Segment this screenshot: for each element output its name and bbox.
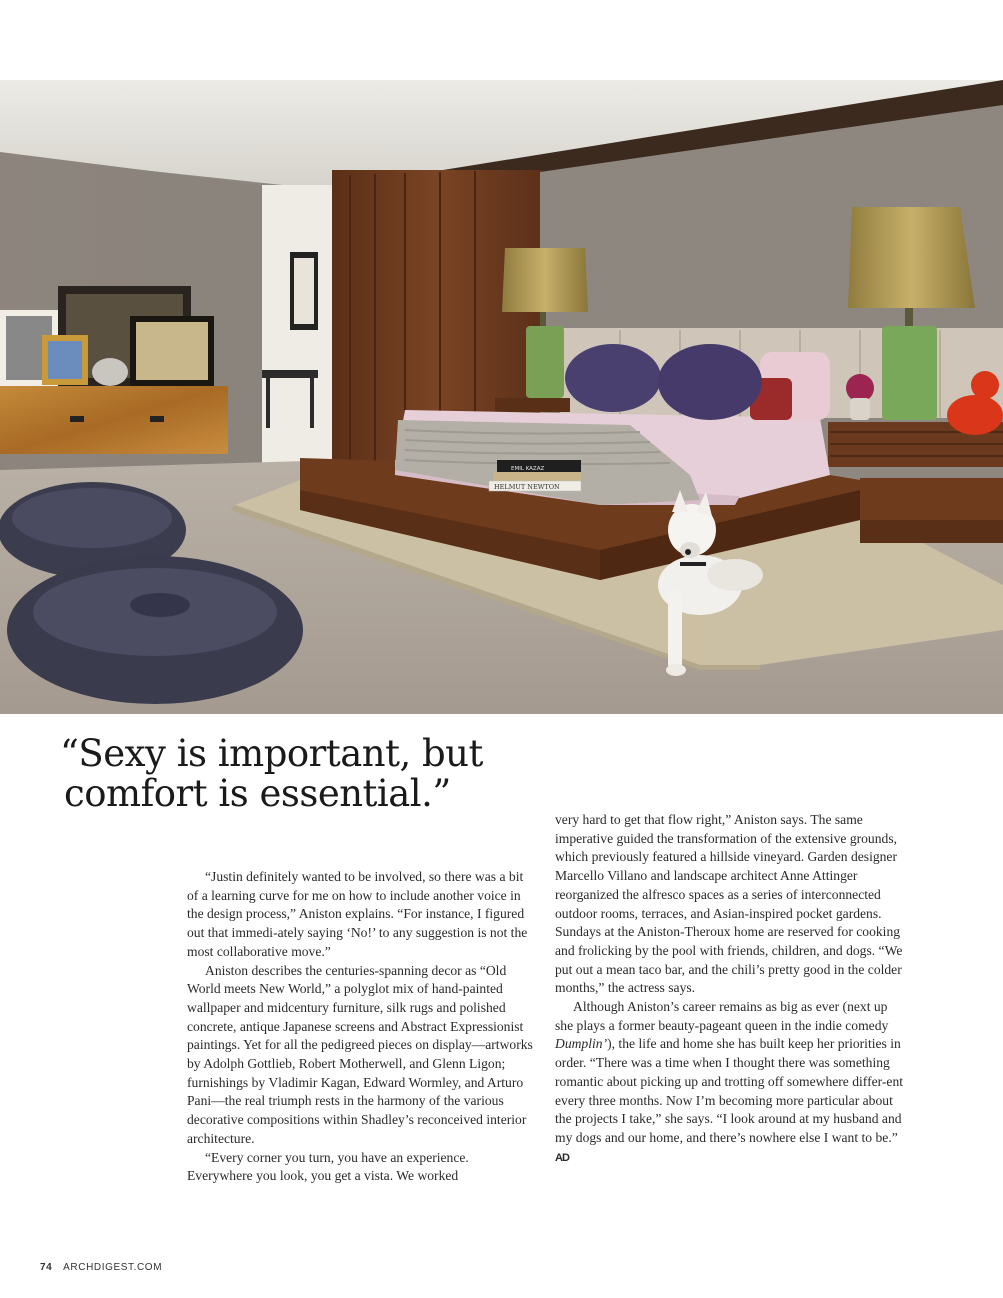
bedroom-photo <box>0 80 1003 714</box>
film-title: Dumplin’ <box>555 1036 608 1052</box>
page-number: 74 <box>40 1262 53 1273</box>
article-column-2 <box>555 811 905 1167</box>
book-top-title: EMIL KAZAZ <box>511 466 545 472</box>
paragraph: Aniston describes the centuries-spanning decor as “Old World meets New World,” a polyglot mix of hand-painted wallpaper and midcentury furniture, silk rugs and polished concrete, antique Japanese screens and Abstract Expressionist paintings. Yet for all the pedigreed pieces on display—artworks by Adolph Gottlieb, Robert Motherwell, and Glenn Ligon; furnishings by Vladimir Kagan, Edward Wormley, and Arturo Pani—the real triumph rests in the harmony of the various decorative compositions within Shadley’s reconceived interior architecture. <box>187 962 533 1146</box>
paragraph: “Every corner you turn, you have an experience. Everywhere you look, you get a vista. We worked <box>187 1149 469 1184</box>
pull-quote-line-2: comfort is essential.” <box>64 772 451 815</box>
pull-quote <box>60 734 530 814</box>
site-link[interactable]: ARCHDIGEST.COM <box>63 1262 163 1273</box>
paragraph: “Justin definitely wanted to be involved, so there was a bit of a learning curve for me on how to include another voice in the design process,” Aniston explains. “For instance, I figured out that immedi-ately saying ‘No!’ to any suggestion is not the most collaborative move.” <box>187 869 528 959</box>
paragraph-text: Although Aniston’s career remains as big as ever (next up she plays a former beauty-pageant queen in the indie comedy <box>555 999 889 1033</box>
paragraph-text: ), the life and home she has built keep her priorities in order. “There was a time when I thought there was something romantic about picking up and trotting off somewhere differ-ent every three months. Now I’m becoming more particular about the projects I take,” she says. “I look around at my husband and my dogs and our home, and there’s nowhere else I want to be.” <box>555 1036 904 1145</box>
article-column-1 <box>187 868 537 1186</box>
book-bottom-title: HELMUT NEWTON <box>494 483 560 491</box>
page-footer <box>40 1262 162 1273</box>
paragraph <box>555 998 905 1167</box>
paragraph: very hard to get that flow right,” Aniston says. The same imperative guided the transformation of the extensive grounds, which previously featured a hillside vineyard. Garden designer Marcello Villano and landscape architect Anne Attinger reorganized the alfresco spaces as a series of interconnected outdoor rooms, terraces, and Asian-inspired pocket gardens. Sundays at the Aniston-Theroux home are reserved for cooking and frolicking by the pool with friends, children, and dogs. “We put out a mean taco bar, and the chili’s pretty good in the colder months,” the actress says. <box>555 812 903 996</box>
pull-quote-line-1: “Sexy is important, but <box>60 732 483 775</box>
end-mark-logo: AD <box>555 1151 569 1164</box>
